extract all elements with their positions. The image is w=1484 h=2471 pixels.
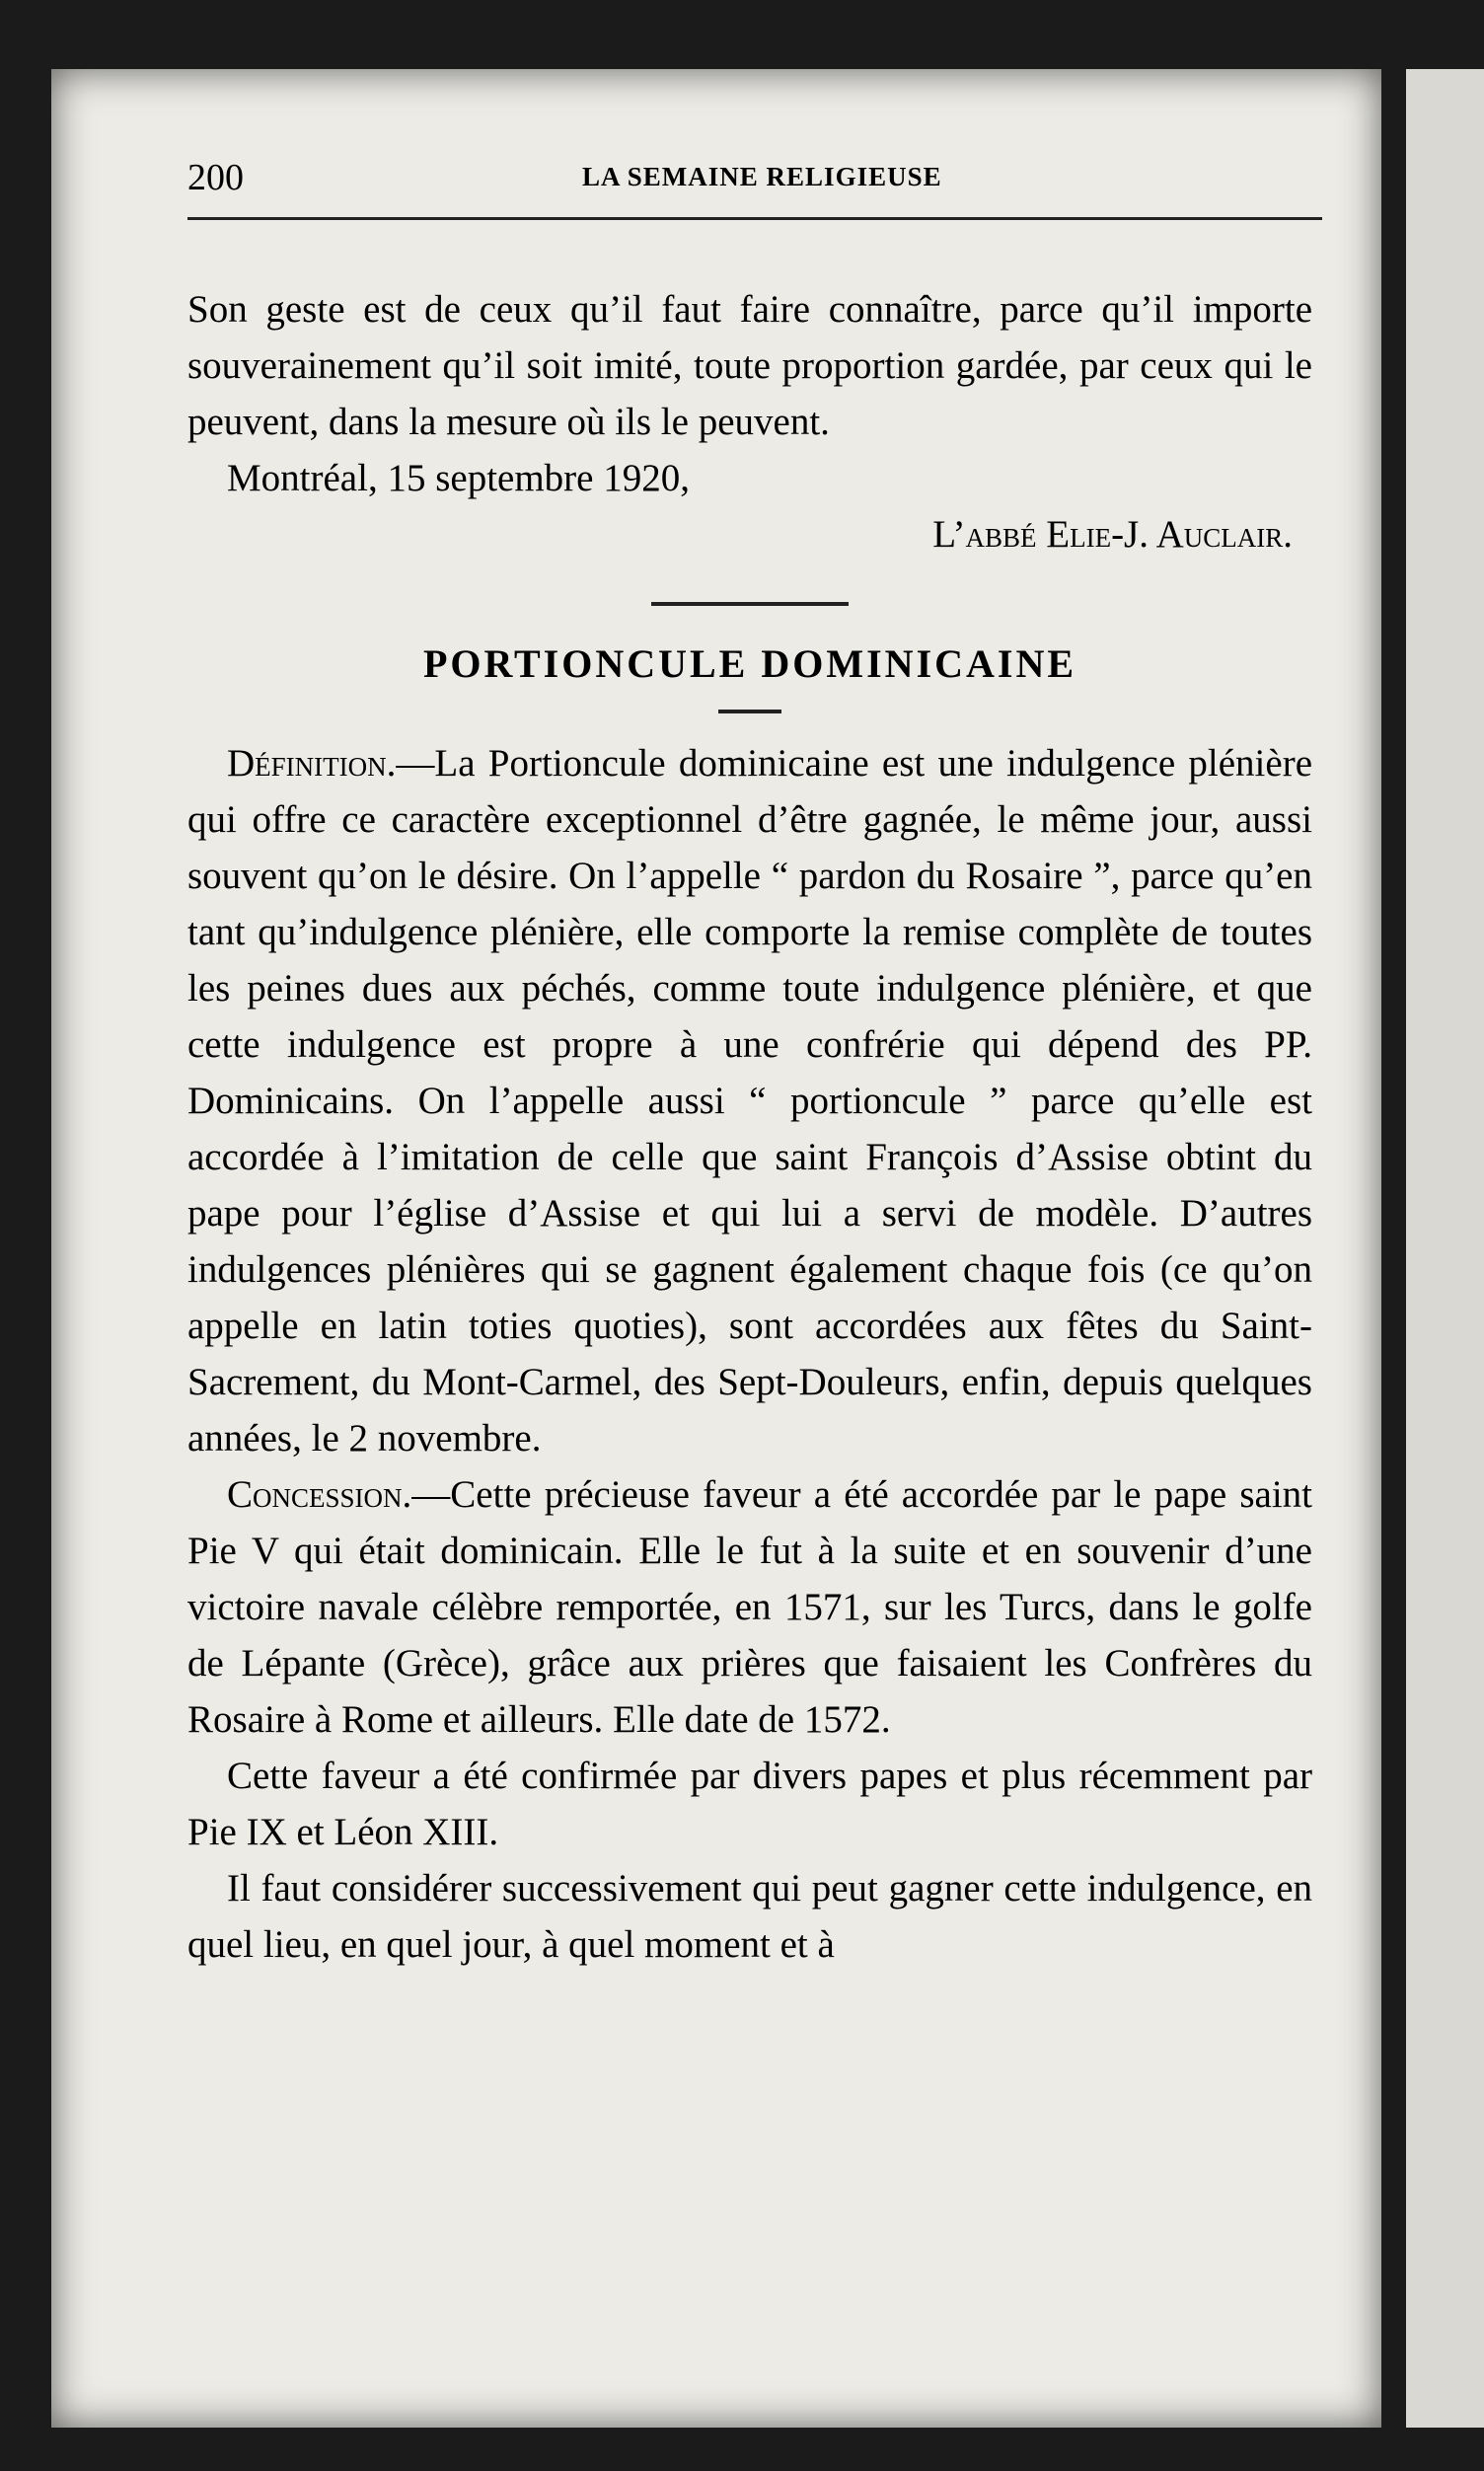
section-rule-top [651,602,849,606]
section-title: PORTIONCULE DOMINICAINE [422,641,1077,686]
page-body [187,281,1312,1973]
concession-paragraph [187,1466,1312,1748]
section-rule-bottom [718,710,781,713]
running-head: LA SEMAINE RELIGIEUSE [582,162,942,191]
concession-text: —Cette précieuse faveur a été accordée par le pape saint Pie V qui était dominicain. Elle le fut à la suite et en souvenir d’une victoire navale célèbre remportée, en 1571, sur les Turcs, dans le golfe de Lépante (Grèce), grâce aux prières que faisaient les Confrères du Rosaire à Rome et ailleurs. Elle date de 1572. [187,1473,1312,1741]
definition-label: Définition. [227,742,397,785]
signature-text: L’abbé Elie-J. Auclair. [932,513,1293,556]
adjacent-page-edge [1406,69,1484,2428]
signature [187,506,1312,562]
definition-text: —La Portioncule dominicaine est une indulgence plénière qui offre ce caractère exceptionnel d’être gagnée, le même jour, aussi souvent qu’on le désire. On l’appelle “ pardon du Rosaire ”, parce qu’en tant qu’indulgence plénière, elle comporte la remise complète de toutes les peines dues aux péchés, comme toute indulgence plénière, et que cette indulgence est propre à une confrérie qui dépend des PP. Dominicains. On l’appelle aussi “ portioncule ” parce qu’elle est accordée à l’imitation de celle que saint François d’Assise obtint du pape pour l’église d’Assise et qui lui a servi de modèle. D’autres indulgences plénières qui se gagnent également chaque fois (ce qu’on appelle en latin toties quoties), sont accordées aux fêtes du Saint-Sacrement, du Mont-Carmel, des Sept-Douleurs, enfin, depuis quelques années, le 2 novembre. [187,742,1312,1460]
header-rule [187,217,1322,220]
definition-paragraph [187,735,1312,1466]
confirmation-paragraph: Cette faveur a été confirmée par divers papes et plus récemment par Pie IX et Léon XIII. [187,1755,1312,1853]
concession-label: Concession. [227,1473,412,1516]
page-header [187,156,1312,215]
page-number: 200 [187,157,244,198]
opening-paragraph: Son geste est de ceux qu’il faut faire connaître, parce qu’il importe souverainement qu’il soit imité, toute proportion gardée, par ceux qui le peuvent, dans la mesure où ils le peuvent. [187,288,1312,443]
closing-paragraph: Il faut considérer successivement qui peut gagner cette indulgence, en quel lieu, en quel jour, à quel moment et à [187,1867,1312,1966]
dateline: Montréal, 15 septembre 1920, [227,457,690,499]
